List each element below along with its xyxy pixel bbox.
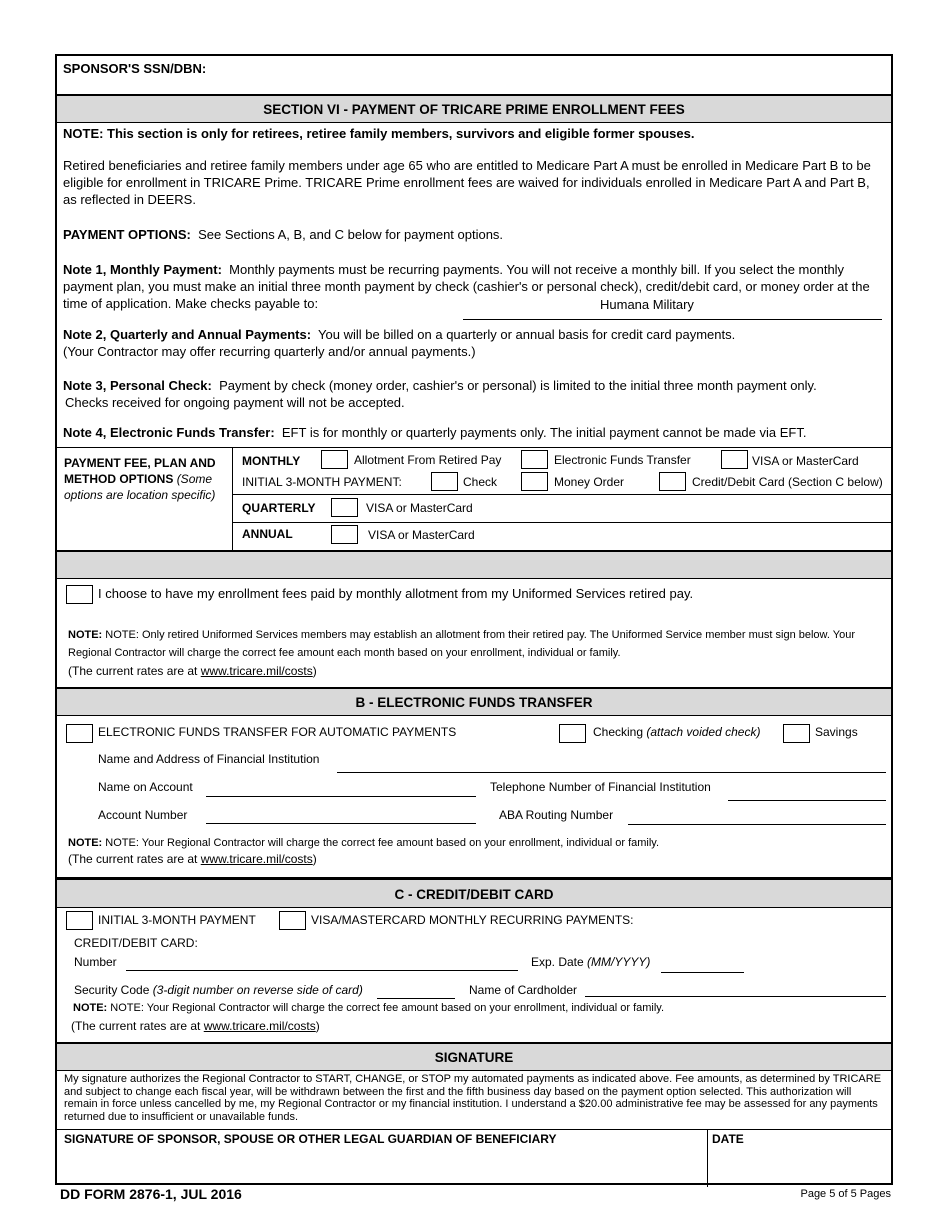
note2-text: You will be billed on a quarterly or annual basis for credit card payments.: [318, 327, 736, 342]
payable-to-line: [463, 319, 882, 320]
rates-suffix: ): [312, 852, 317, 866]
note4-label: Note 4, Electronic Funds Transfer:: [63, 425, 275, 440]
phone-fin-label: Telephone Number of Financial Institution: [490, 780, 711, 794]
divider: [57, 447, 891, 448]
form-page: [55, 54, 893, 1185]
payment-options-text: See Sections A, B, and C below for payment options.: [198, 227, 504, 242]
exp-label: [531, 955, 650, 969]
visa-recurring-checkbox[interactable]: [279, 911, 306, 930]
rates-c: [71, 1019, 320, 1033]
annual-visa-checkbox[interactable]: [331, 525, 358, 544]
monthly-visa-checkbox[interactable]: [721, 450, 748, 469]
page-number: Page 5 of 5 Pages: [800, 1188, 891, 1200]
rates-suffix: ): [315, 1019, 320, 1033]
name-on-account-field[interactable]: [206, 796, 476, 797]
eft-note-text: NOTE: Your Regional Contractor will charge the correct fee amount based on your enrollment, individual or family.: [105, 837, 660, 849]
intro-paragraph: Retired beneficiaries and retiree family members under age 65 who are entitled to Medicare Part A must be enrolled in Medicare Part B to be eligible for enrollment in TRICARE Prime. TRICARE Prime enrollment fees are waived for individuals enrolled in Medicare Part A and Part B, as reflected in DEERS.: [63, 158, 871, 207]
money-order-label: Money Order: [554, 475, 625, 489]
rates-a: [68, 664, 317, 678]
divider: [232, 447, 233, 550]
rates-link[interactable]: www.tricare.mil/costs: [200, 664, 313, 678]
card-note: NOTE: NOTE: Your Regional Contractor will charge the correct fee amount based on your enrollment, individual or family.: [73, 1002, 665, 1014]
money-order-checkbox[interactable]: [521, 472, 548, 491]
checking-note: (attach voided check): [646, 725, 761, 739]
date-field[interactable]: [708, 1146, 891, 1184]
exp-date-field[interactable]: [661, 972, 744, 973]
signature-field[interactable]: [57, 1146, 707, 1184]
note3-text: Payment by check (money order, cashier's or personal) is limited to the initial three month payment only.: [219, 378, 817, 393]
checking-checkbox[interactable]: [559, 724, 586, 743]
security-code-field[interactable]: [377, 998, 455, 999]
note-1: [63, 261, 877, 312]
account-number-field[interactable]: [206, 823, 476, 824]
account-number-label: Account Number: [98, 808, 188, 822]
rates-b: [68, 852, 317, 866]
annual-visa-label: VISA or MasterCard: [368, 528, 475, 542]
initial-payment-c-checkbox[interactable]: [66, 911, 93, 930]
aba-field[interactable]: [628, 824, 886, 825]
section-vi-header: SECTION VI - PAYMENT OF TRICARE PRIME ENROLLMENT FEES: [57, 94, 891, 123]
fee-plan-label: PAYMENT FEE, PLAN AND METHOD OPTIONS: [64, 456, 216, 486]
note-3: [63, 378, 817, 393]
signature-text: My signature authorizes the Regional Contractor to START, CHANGE, or STOP my automated payments as indicated above. Fee amounts, as determined by TRICARE and subject to change each fiscal year, will be withdrawn between the first and the fifth business day based on the payment option selected. This authorization will remain in force unless cancelled by me, my Regional Contractor or my financial institution. I understand a $20.00 administrative fee may be assessed for any payments returned due to insufficient or unavailable funds.: [64, 1073, 882, 1123]
checking-label: [593, 725, 760, 739]
section-a-header: [57, 550, 891, 579]
allotment-label: Allotment From Retired Pay: [354, 453, 502, 467]
payment-options: [63, 227, 503, 242]
rates-prefix: (The current rates are at: [68, 852, 201, 866]
note1-text: Monthly payments must be recurring payments. You will not receive a monthly bill. If you select the monthly payment plan, you must make an initial three month payment by check (cashier's or personal check), credit/debit card, or money order at the time of application. Make checks payable to:: [63, 262, 870, 311]
date-label: DATE: [712, 1132, 744, 1146]
cardholder-label: Name of Cardholder: [469, 983, 578, 997]
note4-text: EFT is for monthly or quarterly payments only. The initial payment cannot be made via EFT.: [281, 425, 807, 440]
note3-text2: Checks received for ongoing payment will not be accepted.: [65, 395, 405, 410]
signature-header: SIGNATURE: [57, 1042, 891, 1071]
credit-debit-label: Credit/Debit Card (Section C below): [692, 475, 883, 489]
eft-auto-label: ELECTRONIC FUNDS TRANSFER FOR AUTOMATIC PAYMENTS: [98, 725, 457, 739]
note-4: [63, 425, 806, 440]
allotment-choice-text: I choose to have my enrollment fees paid by monthly allotment from my Uniformed Services retired pay.: [98, 586, 694, 601]
fin-inst-label: Name and Address of Financial Institution: [98, 752, 320, 766]
credit-debit-checkbox[interactable]: [659, 472, 686, 491]
check-label: Check: [463, 475, 498, 489]
rates-link[interactable]: www.tricare.mil/costs: [200, 852, 313, 866]
visa-recurring-label: VISA/MASTERCARD MONTHLY RECURRING PAYMENTS:: [311, 913, 634, 927]
divider: [232, 494, 891, 495]
cardholder-field[interactable]: [585, 996, 886, 997]
note3-label: Note 3, Personal Check:: [63, 378, 212, 393]
section-c-header: C - CREDIT/DEBIT CARD: [57, 877, 891, 908]
note2-label: Note 2, Quarterly and Annual Payments:: [63, 327, 312, 342]
rates-link[interactable]: www.tricare.mil/costs: [203, 1019, 316, 1033]
security-text: Security Code: [74, 983, 150, 997]
signature-label: SIGNATURE OF SPONSOR, SPOUSE OR OTHER LEGAL GUARDIAN OF BENEFICIARY: [64, 1132, 557, 1146]
note1-label: Note 1, Monthly Payment:: [63, 262, 222, 277]
sponsor-ssn-label: SPONSOR'S SSN/DBN:: [63, 61, 207, 76]
exp-text: Exp. Date: [531, 955, 584, 969]
initial-payment-c-label: INITIAL 3-MONTH PAYMENT: [98, 913, 256, 927]
payable-to-value: Humana Military: [600, 297, 694, 312]
rates-prefix: (The current rates are at: [68, 664, 201, 678]
eft-checkbox[interactable]: [521, 450, 548, 469]
annual-label: ANNUAL: [242, 527, 293, 541]
note-2: [63, 327, 735, 342]
note-main: NOTE: This section is only for retirees, retiree family members, survivors and eligible former spouses.: [63, 126, 695, 141]
exp-note: (MM/YYYY): [587, 955, 651, 969]
phone-fin-field[interactable]: [728, 800, 886, 801]
savings-label: Savings: [815, 725, 858, 739]
security-label: [74, 983, 363, 997]
quarterly-visa-label: VISA or MasterCard: [366, 501, 473, 515]
payment-options-label: PAYMENT OPTIONS:: [63, 227, 191, 242]
quarterly-visa-checkbox[interactable]: [331, 498, 358, 517]
checking-text: Checking: [593, 725, 644, 739]
initial-payment-label: INITIAL 3-MONTH PAYMENT:: [242, 475, 402, 489]
card-number-field[interactable]: [126, 970, 518, 971]
rates-suffix: ): [312, 664, 317, 678]
card-note-text: NOTE: Your Regional Contractor will charge the correct fee amount based on your enrollment, individual or family.: [110, 1002, 665, 1014]
note2-text2: (Your Contractor may offer recurring quarterly and/or annual payments.): [63, 344, 476, 359]
allotment-note: NOTE: NOTE: Only retired Uniformed Services members may establish an allotment from their retired pay. The Uniformed Service member must sign below. Your Regional Contractor will charge the correct fee amount each month based on your enrollment, individual or family.: [68, 629, 856, 659]
section-b-header: B - ELECTRONIC FUNDS TRANSFER: [57, 687, 891, 716]
fee-plan-note: (Some options are location specific): [64, 472, 216, 502]
divider: [57, 1129, 891, 1130]
allotment-note-text: NOTE: Only retired Uniformed Services members may establish an allotment from their retired pay. The Uniformed Service member must sign below. Your Regional Contractor will charge the correct fee amount each month based on your enrollment, individual or family.: [68, 629, 856, 659]
name-on-account-label: Name on Account: [98, 780, 193, 794]
rates-prefix: (The current rates are at: [71, 1019, 204, 1033]
fin-inst-field[interactable]: [337, 772, 886, 773]
eft-label: Electronic Funds Transfer: [554, 453, 691, 467]
quarterly-label: QUARTERLY: [242, 501, 316, 515]
eft-note: NOTE: NOTE: Your Regional Contractor will charge the correct fee amount based on your enrollment, individual or family.: [68, 837, 660, 849]
monthly-visa-label: VISA or MasterCard: [752, 454, 859, 468]
form-id: DD FORM 2876-1, JUL 2016: [60, 1186, 242, 1202]
security-note: (3-digit number on reverse side of card): [152, 983, 363, 997]
savings-checkbox[interactable]: [783, 724, 810, 743]
card-label: CREDIT/DEBIT CARD:: [74, 936, 198, 950]
aba-label: ABA Routing Number: [499, 808, 614, 822]
monthly-label: MONTHLY: [242, 454, 301, 468]
fee-plan-cell: [64, 455, 229, 503]
allotment-checkbox[interactable]: [321, 450, 348, 469]
divider: [232, 522, 891, 523]
number-label: Number: [74, 955, 117, 969]
allotment-choice-checkbox[interactable]: [66, 585, 93, 604]
eft-auto-checkbox[interactable]: [66, 724, 93, 743]
check-checkbox[interactable]: [431, 472, 458, 491]
